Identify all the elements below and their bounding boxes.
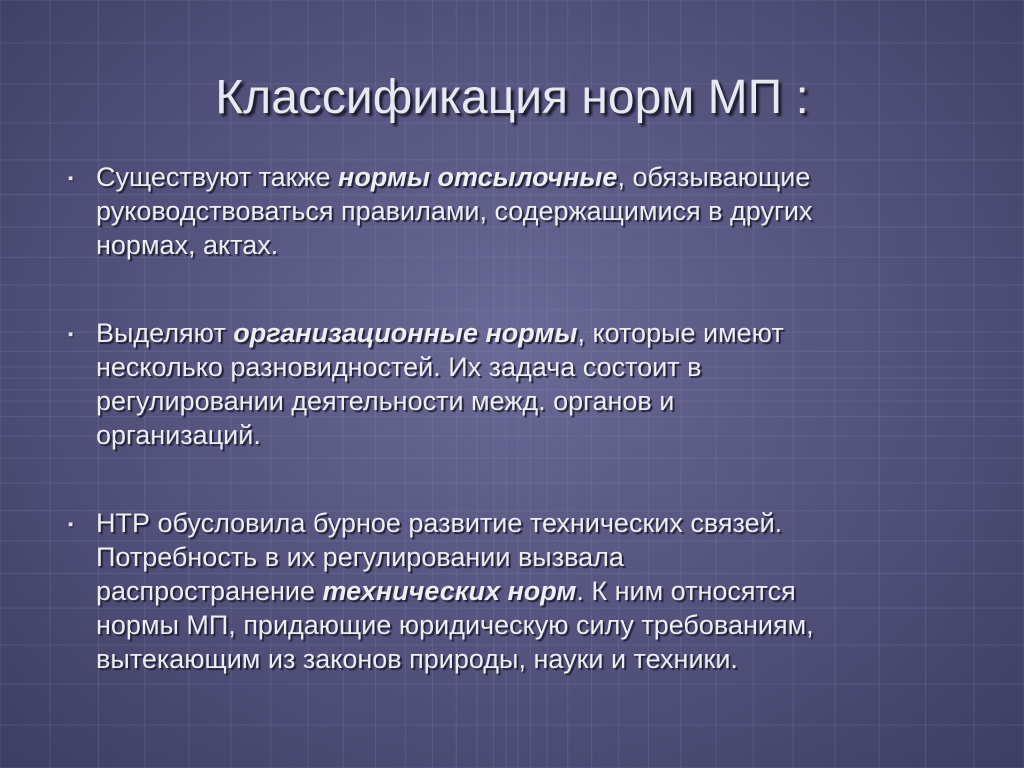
bullet-square-icon: ▪: [68, 170, 74, 187]
bullet-line: нормы МП, придающие юридическую силу требованиям,: [96, 610, 814, 640]
emphasis-text: нормы отсылочные: [338, 162, 618, 192]
bullet-square-icon: ▪: [68, 326, 74, 343]
bullet-line: регулировании деятельности межд. органов и: [96, 386, 675, 416]
bullet-line: распространение технических норм. К ним относятся: [96, 576, 796, 606]
bullet-line: вытекающим из законов природы, науки и техники.: [96, 644, 738, 674]
bullet-item: [68, 506, 814, 676]
bullet-line: несколько разновидностей. Их задача состоит в: [96, 352, 702, 382]
bullet-line: организаций.: [96, 420, 261, 450]
bullet-line: руководствоваться правилами, содержащимися в других: [96, 196, 813, 226]
bullet-item: [68, 316, 784, 452]
bullet-square-icon: ▪: [68, 516, 74, 533]
bullet-line: НТР обусловила бурное развитие технических связей.: [96, 508, 783, 538]
slide-title: Классификация норм МП :: [215, 71, 809, 124]
emphasis-text: организационные нормы: [233, 318, 578, 348]
emphasis-text: технических норм: [322, 576, 577, 606]
bullet-line: Существуют также нормы отсылочные, обязывающие: [96, 162, 811, 192]
bullet-line: Выделяют организационные нормы, которые имеют: [96, 318, 784, 348]
bullet-item: [68, 160, 813, 262]
bullet-line: Потребность в их регулировании вызвала: [96, 542, 624, 572]
bullet-line: нормах, актах.: [96, 230, 279, 260]
